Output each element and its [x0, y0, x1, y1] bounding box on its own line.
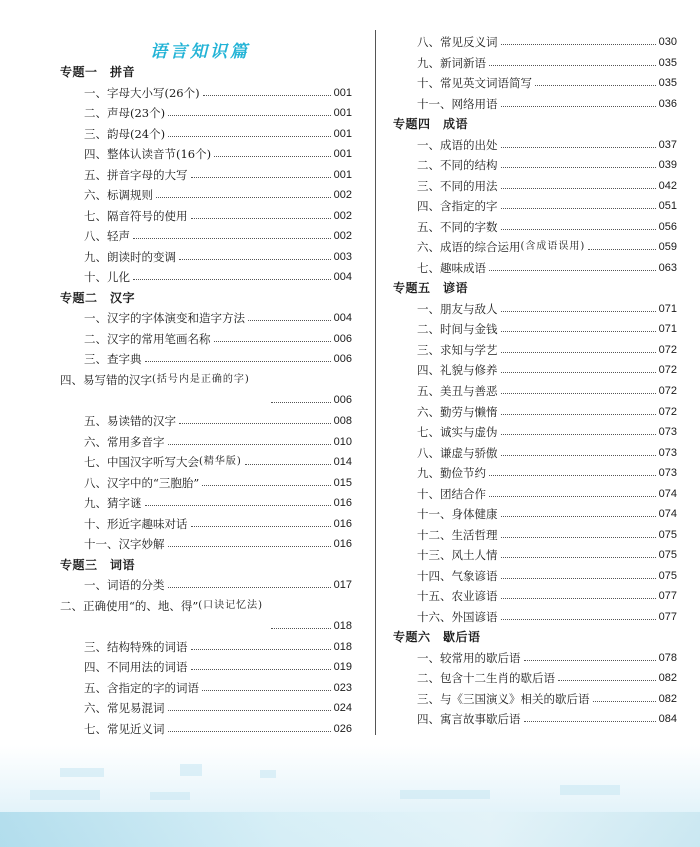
toc-entry-title: 十二、生活哲理: [417, 527, 498, 542]
toc-entry: [393, 422, 677, 442]
dot-leader: [202, 689, 331, 691]
toc-chapter-heading: [393, 114, 677, 134]
toc-page-number: 008: [333, 415, 352, 427]
toc-entry-note: (精华版): [199, 456, 242, 468]
toc-page-number: 074: [658, 487, 677, 500]
toc-entry-title: 专题二 汉字: [60, 290, 136, 305]
dot-leader: [501, 310, 656, 312]
toc-entry: [393, 545, 677, 565]
dot-leader: [245, 463, 331, 465]
toc-entry-title: 二、不同的结构: [417, 158, 498, 173]
toc-entry: [60, 698, 352, 718]
dot-leader: [501, 597, 656, 599]
toc-entry: [60, 390, 352, 410]
dot-leader: [179, 422, 331, 424]
toc-page-number: 016: [333, 497, 352, 510]
toc-chapter-heading: [393, 627, 677, 647]
toc-entry: [60, 575, 352, 595]
dot-leader: [179, 258, 331, 260]
toc-page-number: 024: [333, 702, 352, 715]
toc-entry: [60, 596, 352, 616]
toc-page-number: 001: [333, 107, 352, 120]
toc-page-number: 074: [658, 508, 677, 521]
toc-entry-title: 三、求知与学艺: [417, 342, 498, 357]
toc-entry-title: 三、不同的用法: [417, 178, 498, 193]
dot-leader: [489, 269, 656, 271]
dot-leader: [145, 504, 331, 506]
toc-page-number: 016: [333, 517, 352, 530]
toc-entry-title: 六、勤劳与懒惰: [417, 404, 498, 419]
decor-block: [60, 768, 104, 777]
toc-entry: [393, 504, 677, 524]
toc-entry: [393, 689, 677, 709]
dot-leader: [558, 679, 656, 681]
toc-entry-title: 十三、风土人情: [417, 548, 498, 563]
toc-entry-title: 二、汉字的常用笔画名称: [84, 331, 211, 346]
toc-page-number: 023: [333, 681, 352, 694]
toc-entry-title: 二、正确使用“的、地、得”: [60, 598, 199, 613]
toc-entry: [393, 176, 677, 196]
toc-entry-title: 三、查字典: [84, 352, 142, 367]
dot-leader: [202, 484, 330, 486]
toc-page-number: 075: [658, 528, 677, 541]
toc-page-number: 006: [333, 332, 352, 345]
toc-page-number: 030: [658, 36, 677, 48]
toc-page-number: 071: [658, 323, 677, 336]
dot-leader: [133, 278, 331, 280]
toc-chapter-heading: [60, 288, 352, 308]
dot-leader: [501, 330, 656, 332]
toc-page-number: 006: [333, 394, 352, 407]
toc-entry: [393, 237, 677, 257]
dot-leader: [168, 443, 331, 445]
dot-leader: [501, 371, 656, 373]
toc-page-number: 018: [333, 640, 352, 653]
toc-entry: [393, 258, 677, 278]
toc-chapter-heading: [393, 278, 677, 298]
toc-entry-title: 七、隔音符号的使用: [84, 208, 188, 223]
toc-entry-title: 八、汉字中的“三胞胎”: [84, 475, 200, 490]
toc-entry-title: 五、不同的字数: [417, 219, 498, 234]
toc-entry-title: 十、常见英文词语简写: [417, 76, 532, 91]
toc-entry: [393, 217, 677, 237]
toc-entry: [393, 135, 677, 155]
toc-entry: [393, 319, 677, 339]
dot-leader: [168, 730, 331, 732]
toc-entry-title: 一、字母大小写(26个): [84, 85, 200, 100]
toc-entry: [393, 668, 677, 688]
toc-page-number: 051: [658, 200, 677, 213]
toc-entry-title: 专题四 成语: [393, 117, 469, 132]
toc-page-number: 015: [333, 476, 352, 489]
toc-entry: [393, 525, 677, 545]
dot-leader: [156, 196, 331, 198]
toc-entry-title: 六、标调规则: [84, 188, 153, 203]
dot-leader: [501, 433, 656, 435]
dot-leader: [501, 43, 656, 45]
toc-entry: [393, 32, 677, 52]
toc-entry: [60, 103, 352, 123]
toc-entry: [393, 94, 677, 114]
toc-entry-title: 一、成语的出处: [417, 137, 498, 152]
toc-page-number: 010: [333, 435, 352, 448]
toc-entry: [393, 443, 677, 463]
toc-page-number: 056: [658, 220, 677, 233]
toc-entry: [393, 196, 677, 216]
column-divider: [375, 30, 376, 735]
toc-entry-title: 一、较常用的歇后语: [417, 650, 521, 665]
toc-page-number: 059: [658, 241, 677, 254]
toc-page-number: 073: [658, 467, 677, 480]
toc-entry: [60, 678, 352, 698]
toc-page-number: 035: [658, 56, 677, 69]
toc-entry-title: 五、拼音字母的大写: [84, 167, 188, 182]
toc-entry: [393, 402, 677, 422]
toc-page-number: 063: [658, 261, 677, 274]
toc-page-number: 071: [658, 302, 677, 315]
toc-entry: [393, 566, 677, 586]
toc-entry-title: 七、趣味成语: [417, 260, 486, 275]
toc-entry-title: 七、诚实与虚伪: [417, 425, 498, 440]
toc-entry-title: 三、与《三国演义》相关的歇后语: [417, 691, 590, 706]
toc-page-number: 077: [658, 590, 677, 603]
toc-page-number: 077: [658, 610, 677, 623]
dot-leader: [501, 577, 656, 579]
toc-entry-title: 十六、外国谚语: [417, 609, 498, 624]
dot-leader: [501, 187, 656, 189]
dot-leader: [489, 495, 656, 497]
toc-page-number: 016: [333, 538, 352, 551]
toc-entry: [393, 607, 677, 627]
toc-entry-title: 专题三 词语: [60, 557, 136, 572]
toc-entry-title: 十一、汉字妙解: [84, 537, 165, 552]
toc-entry: [393, 53, 677, 73]
toc-page-number: 075: [658, 549, 677, 562]
toc-entry-title: 四、含指定的字: [417, 199, 498, 214]
toc-entry: [60, 432, 352, 452]
toc-page-number: 004: [333, 271, 352, 284]
toc-entry: [393, 381, 677, 401]
dot-leader: [168, 135, 331, 137]
toc-entry-title: 一、朋友与敌人: [417, 301, 498, 316]
dot-leader: [145, 360, 331, 362]
toc-entry: [393, 360, 677, 380]
dot-leader: [248, 319, 331, 321]
toc-entry: [60, 493, 352, 513]
dot-leader: [133, 237, 331, 239]
toc-entry-title: 七、中国汉字听写大会: [84, 455, 199, 470]
toc-entry-title: 九、朗读时的变调: [84, 249, 176, 264]
dot-leader: [271, 627, 331, 629]
toc-entry-title: 二、包含十二生肖的歇后语: [417, 671, 555, 686]
toc-entry: [393, 155, 677, 175]
toc-page-number: 006: [333, 353, 352, 366]
toc-page-number: 039: [658, 159, 677, 172]
toc-entry: [60, 83, 352, 103]
dot-leader: [168, 545, 331, 547]
toc-entry-title: 十、儿化: [84, 270, 130, 285]
dot-leader: [168, 114, 331, 116]
toc-entry-title: 九、新词新语: [417, 55, 486, 70]
toc-entry: [60, 206, 352, 226]
dot-leader: [501, 454, 656, 456]
toc-entry-title: 八、常见反义词: [417, 35, 498, 49]
toc-entry: [60, 616, 352, 636]
toc-entry-title: 一、词语的分类: [84, 578, 165, 593]
toc-entry-title: 专题五 谚语: [393, 281, 469, 296]
dot-leader: [501, 515, 656, 517]
toc-page-number: 072: [658, 343, 677, 356]
toc-entry-title: 四、寓言故事歇后语: [417, 712, 521, 727]
decor-block: [560, 785, 620, 795]
toc-entry: [60, 308, 352, 328]
dot-leader: [191, 217, 331, 219]
toc-page-number: 001: [333, 86, 352, 99]
toc-entry-title: 三、结构特殊的词语: [84, 639, 188, 654]
toc-entry: [393, 586, 677, 606]
toc-entry-title: 十、团结合作: [417, 486, 486, 501]
toc-entry-title: 五、美丑与善恶: [417, 384, 498, 398]
dot-leader: [191, 648, 331, 650]
toc-entry: [60, 534, 352, 554]
decor-block: [150, 792, 190, 800]
toc-page-number: 072: [658, 405, 677, 418]
toc-entry-title: 六、常用多音字: [84, 434, 165, 449]
toc-entry: [393, 299, 677, 319]
toc-entry: [393, 340, 677, 360]
toc-entry-title: 四、易写错的汉字: [60, 372, 152, 387]
toc-entry-title: 十五、农业谚语: [417, 589, 498, 604]
toc-entry-title: 二、时间与金钱: [417, 322, 498, 337]
toc-entry: [60, 370, 352, 390]
dot-leader: [501, 351, 656, 353]
dot-leader: [168, 709, 331, 711]
toc-entry: [60, 452, 352, 472]
dot-leader: [214, 155, 331, 157]
dot-leader: [489, 474, 656, 476]
toc-entry-note: (括号内是正确的字): [152, 373, 250, 385]
toc-entry-title: 专题六 歇后语: [393, 630, 481, 645]
toc-page-number: 073: [658, 426, 677, 439]
toc-entry-title: 九、猜字谜: [84, 496, 142, 511]
dot-leader: [191, 525, 331, 527]
dot-leader: [501, 392, 656, 394]
toc-entry: [60, 247, 352, 267]
dot-leader: [271, 401, 331, 403]
toc-page-number: 019: [333, 661, 352, 674]
dot-leader: [203, 94, 331, 96]
dot-leader: [593, 700, 656, 702]
toc-entry-title: 一、汉字的字体演变和造字方法: [84, 311, 245, 326]
dot-leader: [214, 340, 331, 342]
dot-leader: [524, 720, 656, 722]
dot-leader: [501, 228, 656, 230]
dot-leader: [524, 659, 656, 661]
toc-entry: [393, 648, 677, 668]
toc-entry-title: 四、不同用法的词语: [84, 660, 188, 675]
toc-entry: [60, 144, 352, 164]
toc-entry: [393, 484, 677, 504]
toc-page-number: 073: [658, 446, 677, 459]
toc-page-number: 001: [333, 127, 352, 140]
toc-entry-title: 十一、网络用语: [417, 96, 498, 111]
toc-page-number: 078: [658, 651, 677, 664]
dot-leader: [501, 413, 656, 415]
toc-entry: [393, 463, 677, 483]
toc-entry: [60, 514, 352, 534]
decor-block: [180, 764, 202, 776]
toc-page-number: 003: [333, 250, 352, 263]
toc-entry: [60, 226, 352, 246]
toc-page-number: 072: [658, 364, 677, 377]
toc-entry-note: (含成语误用): [520, 241, 586, 253]
toc-page-number: 026: [333, 722, 352, 735]
toc-entry-title: 三、韵母(24个): [84, 126, 166, 141]
toc-entry-title: 四、礼貌与修养: [417, 363, 498, 378]
toc-page-number: 084: [658, 713, 677, 726]
toc-page-number: 002: [333, 209, 352, 222]
dot-leader: [501, 166, 656, 168]
toc-entry-note: (口诀记忆法): [198, 599, 264, 611]
decor-block: [400, 790, 490, 799]
toc-entry: [60, 657, 352, 677]
toc-chapter-heading: [60, 555, 352, 575]
page-title: 语言知识篇: [150, 42, 250, 62]
toc-page-number: 017: [333, 579, 352, 592]
toc-entry-title: 六、成语的综合运用: [417, 240, 521, 255]
toc-entry: [60, 267, 352, 287]
toc-page-number: 036: [658, 97, 677, 110]
toc-entry: [60, 473, 352, 493]
footer-strip: [0, 812, 700, 847]
toc-entry-title: 专题一 拼音: [60, 65, 136, 79]
toc-entry: [60, 349, 352, 369]
toc-chapter-heading: [60, 62, 352, 82]
dot-leader: [535, 84, 656, 86]
toc-entry-title: 四、整体认读音节(16个): [84, 147, 212, 162]
toc-entry-title: 十一、身体健康: [417, 507, 498, 522]
dot-leader: [501, 556, 656, 558]
toc-page-number: 004: [333, 312, 352, 325]
toc-entry-title: 五、含指定的字的词语: [84, 680, 199, 695]
toc-entry: [393, 709, 677, 729]
toc-entry-title: 二、声母(23个): [84, 106, 166, 121]
toc-page-number: 014: [333, 456, 352, 469]
toc-entry: [60, 719, 352, 739]
toc-page-number: 042: [658, 179, 677, 192]
toc-page-number: 075: [658, 569, 677, 582]
dot-leader: [501, 105, 656, 107]
toc-entry: [60, 165, 352, 185]
toc-entry-title: 八、谦虚与骄傲: [417, 445, 498, 460]
decor-block: [260, 770, 276, 778]
decor-block: [30, 790, 100, 800]
toc-page-number: 037: [658, 138, 677, 151]
toc-page-number: 072: [658, 385, 677, 397]
dot-leader: [501, 618, 656, 620]
dot-leader: [191, 668, 331, 670]
toc-page-number: 001: [333, 148, 352, 161]
toc-page-number: 082: [658, 692, 677, 705]
toc-page-number: 001: [333, 168, 352, 181]
dot-leader: [191, 176, 331, 178]
toc-entry: [60, 124, 352, 144]
toc-entry: [393, 73, 677, 93]
toc-entry-title: 九、勤俭节约: [417, 466, 486, 481]
toc-page-number: 035: [658, 77, 677, 90]
toc-page-number: 002: [333, 189, 352, 202]
toc-entry-title: 八、轻声: [84, 229, 130, 244]
dot-leader: [489, 64, 656, 66]
toc-entry: [60, 185, 352, 205]
toc-entry-title: 六、常见易混词: [84, 701, 165, 716]
dot-leader: [501, 536, 656, 538]
dot-leader: [588, 248, 655, 250]
dot-leader: [168, 586, 331, 588]
toc-entry: [60, 411, 352, 431]
toc-entry-title: 十、形近字趣味对话: [84, 516, 188, 531]
toc-page-number: 082: [658, 672, 677, 685]
toc-entry-title: 五、易读错的汉字: [84, 414, 176, 428]
toc-page-number: 002: [333, 230, 352, 243]
toc-entry: [60, 637, 352, 657]
toc-entry-title: 十四、气象谚语: [417, 568, 498, 583]
toc-entry-title: 七、常见近义词: [84, 721, 165, 736]
toc-entry: [60, 329, 352, 349]
dot-leader: [501, 207, 656, 209]
dot-leader: [501, 146, 656, 148]
toc-page-number: 018: [333, 620, 352, 633]
